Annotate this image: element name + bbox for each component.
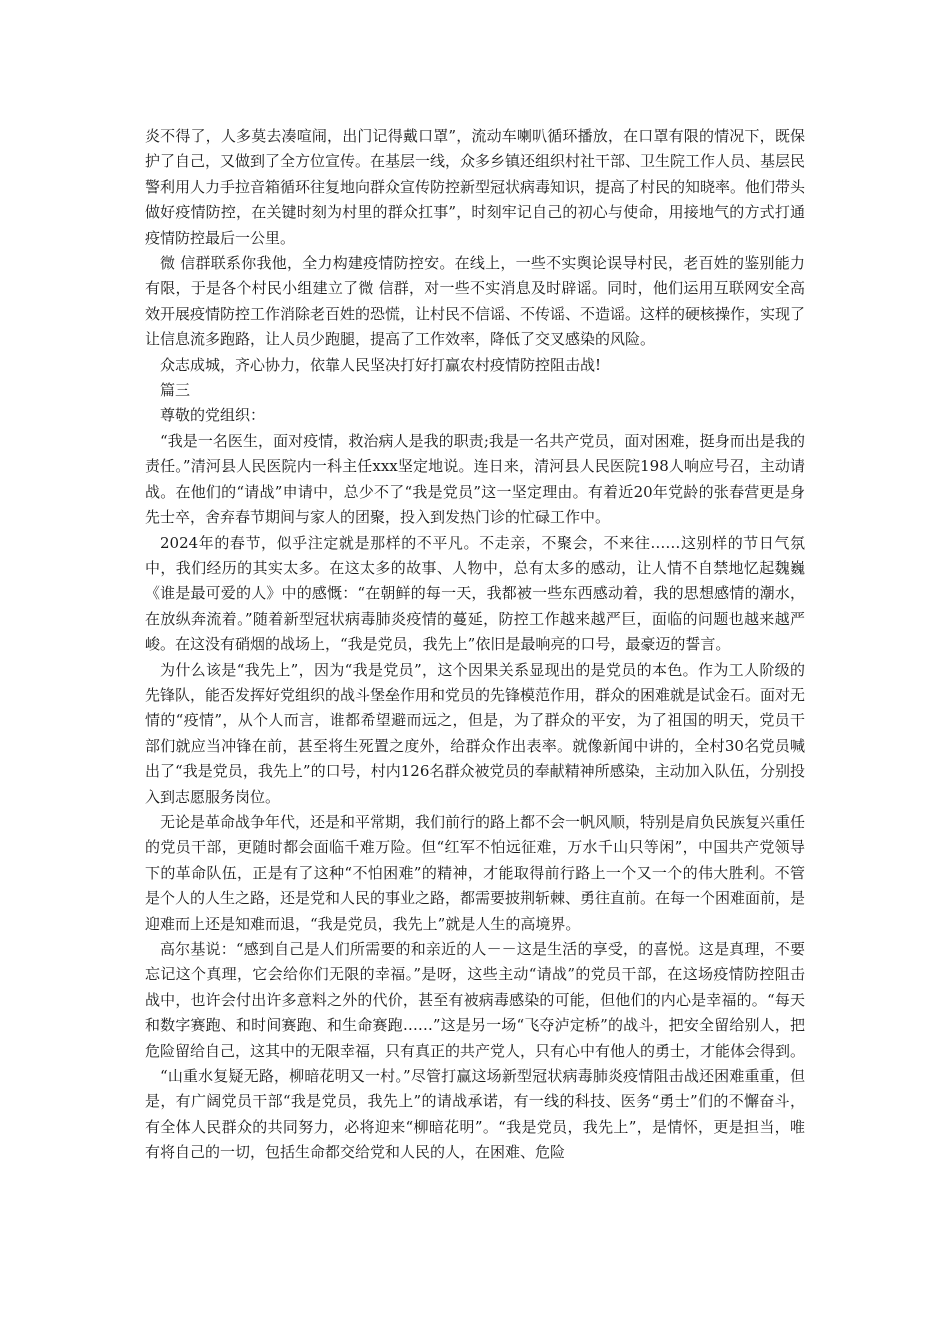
paragraph-9: 无论是革命战争年代，还是和平常期，我们前行的路上都不会一帆风顺，特别是肩负民族复兴重任的党员干部，更随时都会面临千难万险。但“红军不怕远征难，万水千山只等闲”，中国共产党领导下的革命队伍，正是有了这种“不怕困难”的精神，才能取得前行路上一个又一个的伟大胜利。不管是个人的人生之路，还是党和人民的事业之路，都需要披荆斩棘、勇往直前。在每一个困难面前，是迎难而上还是知难而退，“我是党员，我先上”就是人生的高境界。: [145, 812, 806, 933]
section-heading: 篇三: [160, 381, 191, 400]
paragraph-10: 高尔基说：“感到自己是人们所需要的和亲近的人－－这是生活的享受，的喜悦。这是真理，不要忘记这个真理，它会给你们无限的幸福。”是呀，这些主动“请战”的党员干部，在这场疫情防控阻击战中，也许会付出许多意料之外的代价，甚至有被病毒感染的可能，但他们的内心是幸福的。“每天和数字赛跑、和时间赛跑、和生命赛跑……”这是另一场“飞夺泸定桥”的战斗，把安全留给别人，把危险留给自己，这其中的无限幸福，只有真正的共产党人，只有心中有他人的勇士，才能体会得到。: [145, 940, 806, 1060]
paragraph-7: 2024年的春节，似乎注定就是那样的不平凡。不走亲，不聚会，不来往……这别样的节日气氛中，我们经历的其实太多。在这太多的故事、人物中，总有太多的感动，让人情不自禁地忆起魏巍《谁是最可爱的人》中的感慨：“在朝鲜的每一天，我都被一些东西感动着，我的思想感情的潮水，在放纵奔流着。”随着新型冠状病毒肺炎疫情的蔓延，防控工作越来越严巨，面临的问题也越来越严峻。在这没有硝烟的战场上，“我是党员，我先上”依旧是最响亮的口号，最豪迈的誓言。: [145, 533, 805, 654]
document-body: [145, 124, 805, 1166]
salutation: 尊敬的党组织：: [160, 406, 266, 425]
paragraph-1: 炎不得了，人多莫去凑喧闹，出门记得戴口罩”，流动车喇叭循环播放，在口罩有限的情况下，既保护了自己，又做到了全方位宣传。在基层一线，众多乡镇还组织村社干部、卫生院工作人员、基层民警利用人力手拉音箱循环往复地向群众宣传防控新型冠状病毒知识，提高了村民的知晓率。他们带头做好疫情防控，在关键时刻为村里的群众扛事”，时刻牢记自己的初心与使命，用接地气的方式打通疫情防控最后一公里。: [145, 127, 806, 247]
paragraph-8: 为什么该是“我先上”，因为“我是党员”，这个因果关系显现出的是党员的本色。作为工人阶级的先锋队，能否发挥好党组织的战斗堡垒作用和党员的先锋模范作用，群众的困难就是试金石。面对无情的“疫情”，从个人而言，谁都希望避而远之，但是，为了群众的平安，为了祖国的明天，党员干部们就应当冲锋在前，甚至将生死置之度外，给群众作出表率。就像新闻中讲的，全村30名党员喊出了“我是党员，我先上”的口号，村内126名群众被党员的奉献精神所感染，主动加入队伍，分别投入到志愿服务岗位。: [145, 660, 806, 806]
paragraph-2: 微 信群联系你我他，全力构建疫情防控安。在线上，一些不实舆论误导村民，老百姓的鉴别能力有限，于是各个村民小组建立了微 信群，对一些不实消息及时辟谣。同时，他们运用互联网安全高效开展疫情防控工作消除老百姓的恐慌，让村民不信谣、不传谣、不造谣。这样的硬核操作，实现了让信息流多跑路，让人员少跑腿，提高了工作效率，降低了交叉感染的风险。: [145, 254, 806, 349]
paragraph-3: 众志成城，齐心协力，依靠人民坚决打好打赢农村疫情防控阻击战!: [160, 355, 602, 374]
paragraph-11: “山重水复疑无路，柳暗花明又一村。”尽管打赢这场新型冠状病毒肺炎疫情阻击战还困难重重，但是，有广阔党员干部“我是党员，我先上”的请战承诺，有一线的科技、医务“勇士”们的不懈奋斗，有全体人民群众的共同努力，必将迎来“柳暗花明”。“我是党员，我先上”，是情怀，更是担当，唯有将自己的一切，包括生命都交给党和人民的人，在困难、危险: [145, 1067, 805, 1162]
paragraph-6: “我是一名医生，面对疫情，救治病人是我的职责;我是一名共产党员，面对困难，挺身而出是我的责任。”清河县人民医院内一科主任xxx坚定地说。连日来，清河县人民医院198人响应号召，主动请战。在他们的“请战”申请中，总少不了“我是党员”这一坚定理由。有着近20年党龄的张春营更是身先士卒，舍弃春节期间与家人的团聚，投入到发热门诊的忙碌工作中。: [145, 431, 805, 527]
